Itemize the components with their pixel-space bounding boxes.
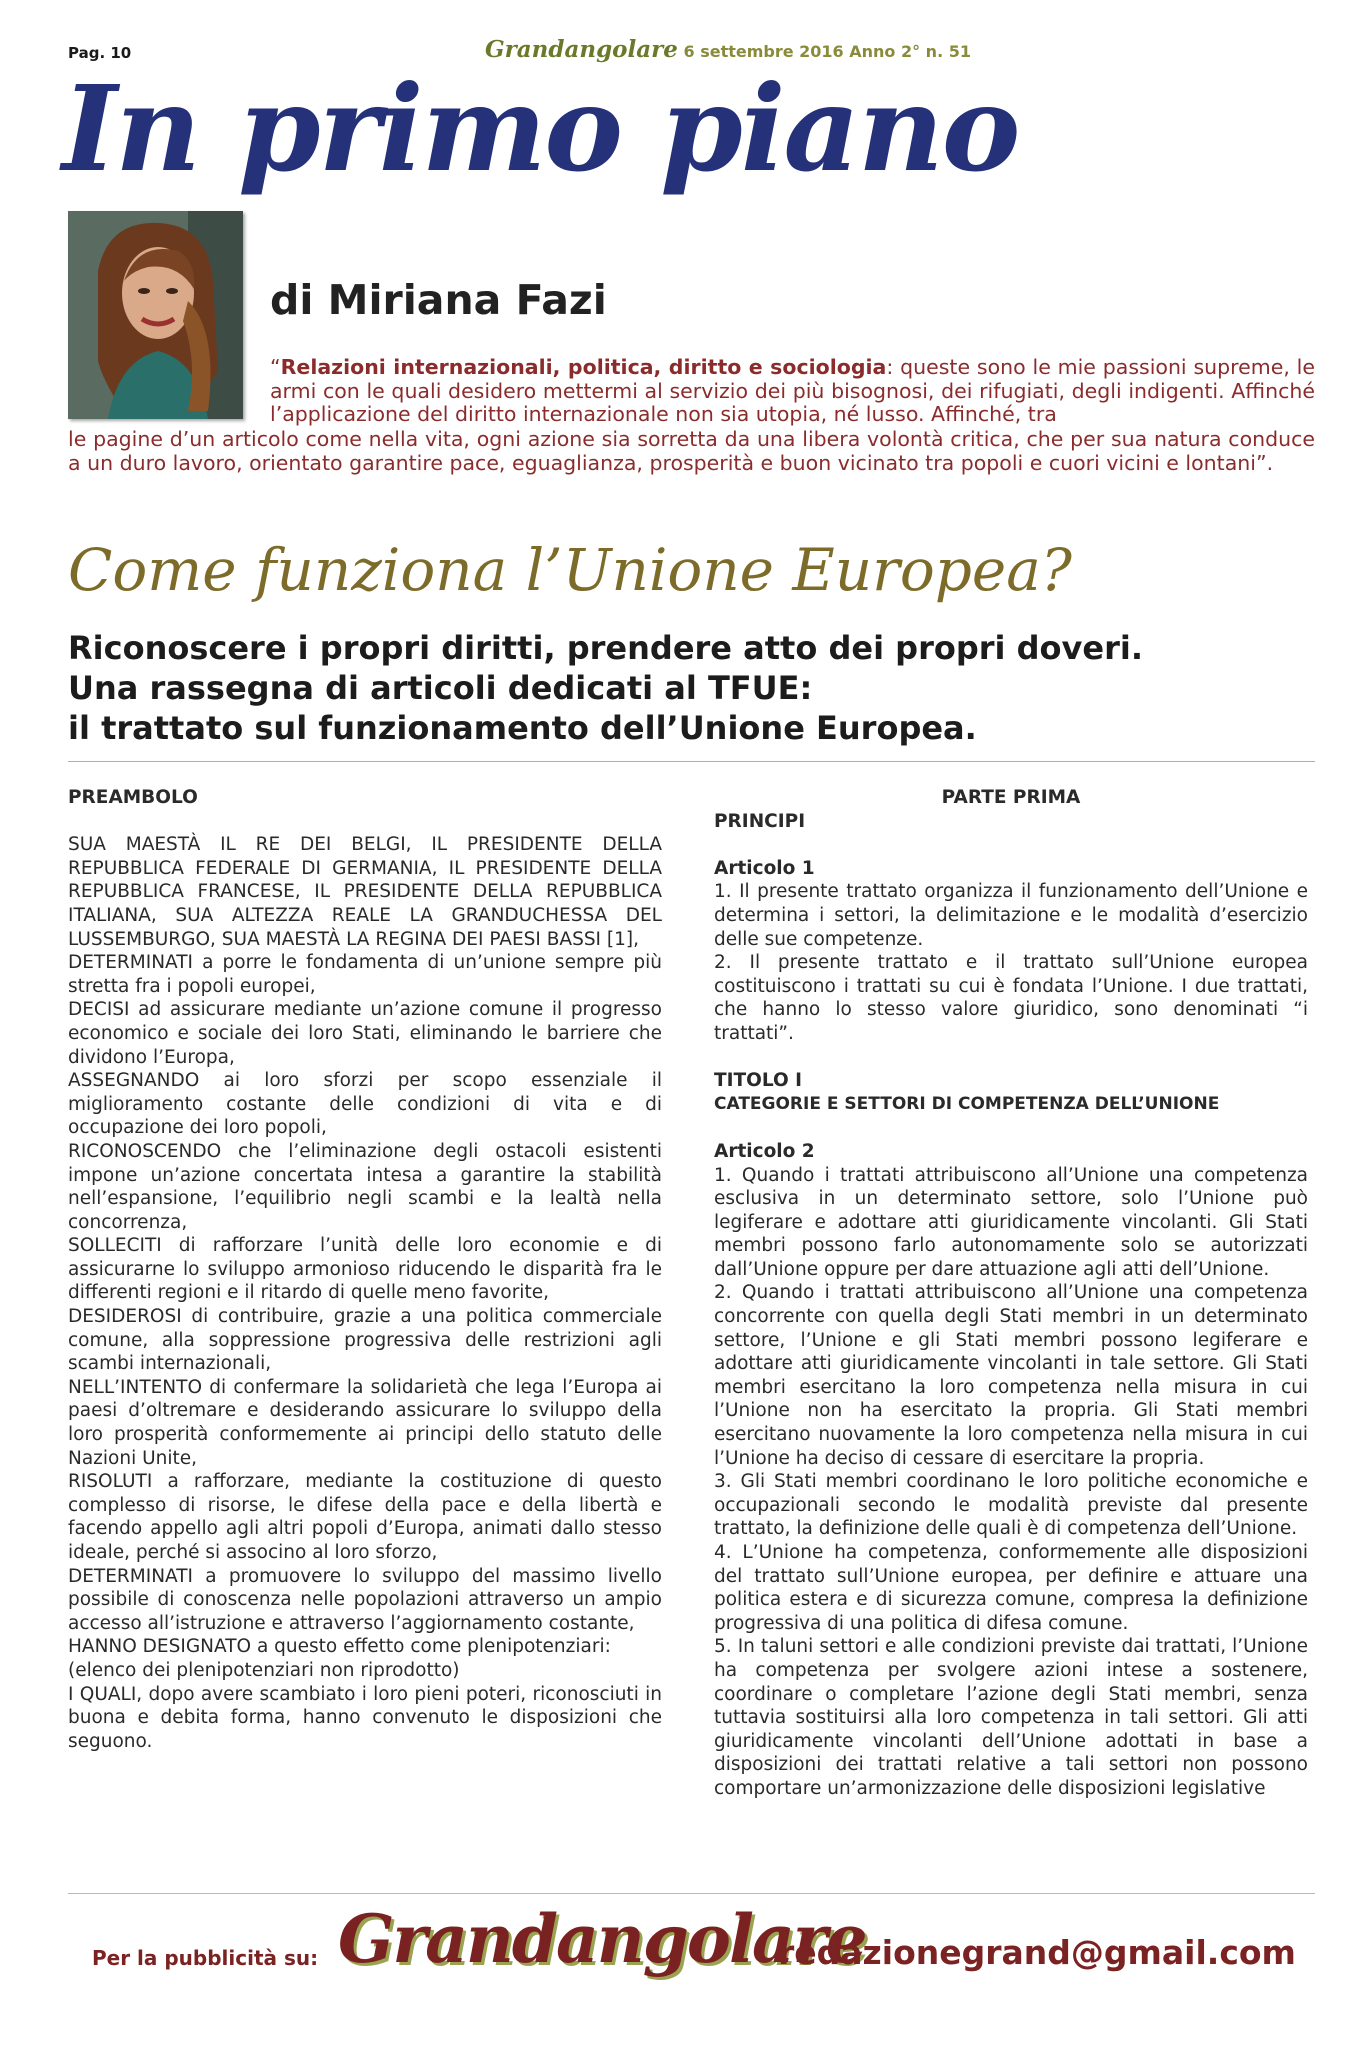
article-paragraph: 1. Quando i trattati attribuiscono all’Unione una competenza esclusiva in un determinato settore, solo l’Unione può legiferare e adottare atti giuridicamente vincolanti. Gli Stati membri possono farlo autonomamente solo se autorizzati dall’Unione oppure per dare attuazione agli atti dell’Unione. (714, 1164, 1308, 1280)
preamble-paragraph: DETERMINATI a porre le fondamenta di un’unione sempre più stretta fra i popoli europei, (68, 952, 662, 997)
preamble-paragraph: DECISI ad assicurare mediante un’azione comune il progresso economico e sociale dei loro Stati, eliminando le barriere che dividono l’Europa, (68, 999, 662, 1068)
article-2-title: Articolo 2 (714, 1140, 815, 1162)
preamble-paragraph: SUA MAESTÀ IL RE DEI BELGI, IL PRESIDENTE DELLA REPUBBLICA FEDERALE DI GERMANIA, IL PRESIDENTE DELLA REPUBBLICA FRANCESE, IL PRESIDENTE DELLA REPUBBLICA ITALIANA, SUA ALTEZZA REALE LA GRANDUCHESSA DEL LUSSEMBURGO, SUA MAESTÀ LA REGINA DEI PAESI BASSI [1], (68, 834, 662, 950)
page-number: Pag. 10 (68, 44, 132, 62)
contact-email[interactable]: redazionegrand@gmail.com (778, 1933, 1296, 1972)
preamble-paragraph: (elenco dei plenipotenziari non riprodotto) (68, 1659, 460, 1681)
subhead-line: Una rassegna di articoli dedicati al TFUE: (68, 669, 813, 707)
preamble-paragraph: SOLLECITI di rafforzare l’unità delle loro economie e di assicurarne lo sviluppo armonioso riducendo le disparità fra le differenti regioni e il ritardo di quelle meno favorite, (68, 1235, 662, 1304)
preamble-paragraph: DETERMINATI a promuovere lo sviluppo del massimo livello possibile di conoscenza nelle popolazioni attraverso un ampio accesso all’istruzione e attraverso l’aggiornamento costante, (68, 1565, 662, 1634)
quote-mark: “ (270, 355, 281, 379)
article-paragraph: 1. Il presente trattato organizza il funzionamento dell’Unione e determina i settori, la delimitazione e le modalità d’esercizio delle sue competenze. (714, 881, 1308, 950)
article-paragraph: 2. Il presente trattato e il trattato sull’Unione europea costituiscono i trattati su cui è fondata l’Unione. I due trattati, che hanno lo stesso valore giuridico, sono denominati “i trattati”. (714, 952, 1308, 1044)
preamble-paragraph: NELL’INTENTO di confermare la solidarietà che lega l’Europa ai paesi d’oltremare e desiderando assicurare lo sviluppo della loro prosperità conformemente ai principi dello statuto delle Nazioni Unite, (68, 1376, 662, 1469)
author-photo (68, 211, 243, 419)
article-paragraph: 5. In taluni settori e alle condizioni previste dai trattati, l’Unione ha competenza per svolgere azioni intese a sostenere, coordinare o completare l’azione degli Stati membri, senza tuttavia sostituirsi alla loro competenza in tali settori. Gli atti giuridicamente vincolanti dell’Unione adottati in base a disposizioni dei trattati relative a tali settori non possono comportare un’armonizzazione delle disposizioni legislative (714, 1636, 1308, 1799)
article-subhead (68, 628, 1143, 748)
divider (68, 761, 1315, 762)
preamble-paragraph: RISOLUTI a rafforzare, mediante la costituzione di questo complesso di risorse, le difese della pace e della libertà e facendo appello agli altri popoli d’Europa, animati dallo stesso ideale, perché si associno al loro sforzo, (68, 1471, 662, 1563)
article-headline: Come funziona l’Unione Europea? (68, 536, 1072, 604)
footer-divider (68, 1893, 1315, 1894)
part-heading: PARTE PRIMA (941, 787, 1081, 808)
footer-logo: Grandangolare (338, 1900, 866, 1978)
left-column (68, 786, 662, 1753)
principles-heading: PRINCIPI (714, 810, 806, 832)
article-paragraph: 4. L’Unione ha competenza, conformemente alle disposizioni del trattato sull’Unione europea, per definire e attuare una politica estera e di sicurezza comune, compresa la definizione progressiva di una politica di difesa comune. (714, 1542, 1308, 1634)
subhead-line: il trattato sul funzionamento dell’Unione Europea. (68, 709, 977, 747)
subhead-line: Riconoscere i propri diritti, prendere atto dei propri doveri. (68, 629, 1143, 667)
intro-text-rest: : queste sono le mie passioni supreme, le armi con le quali desidero mettermi al servizio dei più bisognosi, dei rifugiati, degli indigenti. Affinché l’applicazione del diritto internazionale non sia utopia, né lusso. Affinché, tra (270, 355, 1315, 426)
intro-paragraph-wrap: le pagine d’un articolo come nella vita, ogni azione sia sorretta da una libera volontà critica, che per sua natura conduce a un duro lavoro, orientato garantire pace, eguaglianza, prosperità e buon vicinato tra popoli e cuori vicini e lontani”. (68, 427, 1315, 475)
section-title: In primo piano (62, 59, 1019, 198)
masthead-name: Grandangolare (485, 36, 678, 63)
author-byline: di Miriana Fazi (270, 276, 607, 324)
title-1-heading: TITOLO I (714, 1070, 803, 1092)
right-column (714, 786, 1308, 1801)
masthead-issue: 6 settembre 2016 Anno 2° n. 51 (683, 42, 971, 61)
intro-paragraph-top (270, 356, 1315, 427)
article-paragraph: 2. Quando i trattati attribuiscono all’Unione una competenza concorrente con quella degli Stati membri in un determinato settore, l’Unione e gli Stati membri possono legiferare e adottare atti giuridicamente vincolanti in tale settore. Gli Stati membri esercitano la loro competenza nella misura in cui l’Unione non ha esercitato la propria. Gli Stati membri esercitano nuovamente la loro competenza nella misura in cui l’Unione ha deciso di cessare di esercitare la propria. (714, 1282, 1308, 1469)
portrait-icon (68, 211, 243, 419)
preamble-paragraph: RICONOSCENDO che l’eliminazione degli ostacoli esistenti impone un’azione concertata intesa a garantire la stabilità nell’espansione, l’equilibrio negli scambi e la lealtà nella concorrenza, (68, 1140, 662, 1233)
preamble-paragraph: I QUALI, dopo avere scambiato i loro pieni poteri, riconosciuti in buona e debita forma, hanno convenuto le disposizioni che seguono. (68, 1683, 662, 1752)
intro-bold-passions: Relazioni internazionali, politica, diritto e sociologia (280, 355, 887, 379)
preamble-paragraph: DESIDEROSI di contribuire, grazie a una politica commerciale comune, alla soppressione progressiva delle restrizioni agli scambi internazionali, (68, 1306, 662, 1375)
advertising-label: Per la pubblicità su: (92, 1946, 319, 1970)
article-paragraph: 3. Gli Stati membri coordinano le loro politiche economiche e occupazionali secondo le modalità previste dal presente trattato, la definizione delle quali è di competenza dell’Unione. (714, 1471, 1308, 1540)
preamble-heading: PREAMBOLO (68, 787, 198, 808)
preamble-paragraph: ASSEGNANDO ai loro sforzi per scopo essenziale il miglioramento costante delle condizioni di vita e di occupazione dei loro popoli, (68, 1070, 662, 1139)
article-1-title: Articolo 1 (714, 857, 815, 879)
title-1-subheading: CATEGORIE E SETTORI DI COMPETENZA DELL’UNIONE (714, 1093, 1220, 1114)
preamble-paragraph: HANNO DESIGNATO a questo effetto come plenipotenziari: (68, 1636, 611, 1658)
